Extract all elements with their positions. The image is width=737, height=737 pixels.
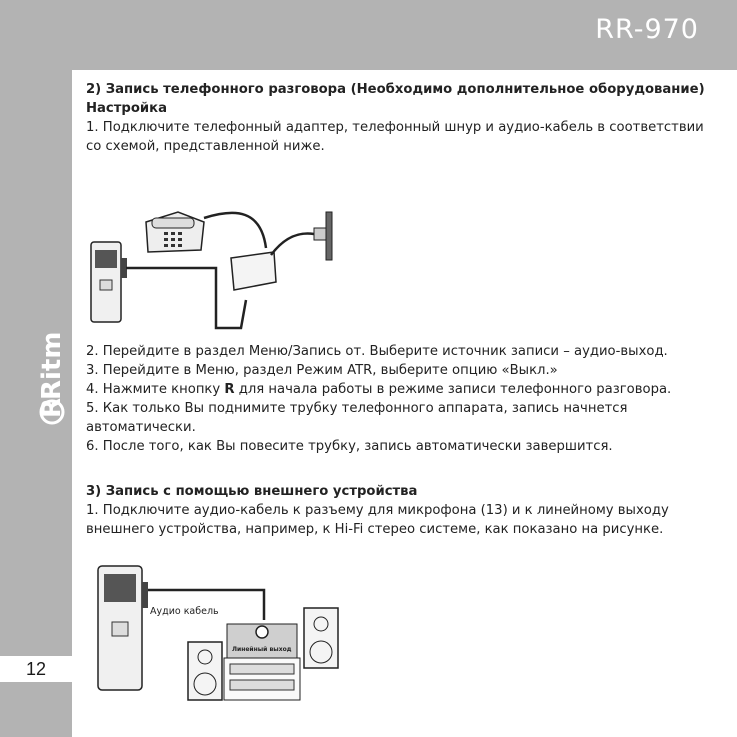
- hifi-system-icon: [224, 624, 300, 700]
- phone-adapter-icon: [231, 252, 276, 290]
- brand-text: Ritmix: [37, 330, 67, 400]
- phone-connection-diagram: [86, 200, 356, 335]
- wall-socket-icon: [314, 212, 332, 260]
- section-2-steps: [86, 342, 716, 456]
- section-3-title: 3) Запись с помощью внешнего устройства: [86, 484, 418, 499]
- section-2-intro: [86, 80, 716, 156]
- section-3: [86, 482, 716, 539]
- section-2-step-4: [86, 380, 716, 399]
- speaker-left-icon: [188, 642, 222, 700]
- model-title: RR-970: [595, 14, 699, 45]
- ritmix-logo: [8, 330, 68, 425]
- line-out-label: Линейный выход: [232, 646, 292, 653]
- section-2-step-1: 1. Подключите телефонный адаптер, телефонный шнур и аудио-кабель в соответствии со схемой, представленной ниже.: [86, 120, 704, 154]
- step-4-prefix: 4. Нажмите кнопку: [86, 382, 225, 397]
- audio-cable-label: Аудио кабель: [150, 606, 219, 617]
- recorder-icon: [91, 242, 127, 322]
- telephone-icon: [146, 212, 204, 252]
- external-device-diagram: [94, 560, 358, 710]
- section-2-step-5: 5. Как только Вы поднимите трубку телефонного аппарата, запись начнется автоматически.: [86, 401, 628, 435]
- page-number: 12: [0, 656, 72, 682]
- recorder-icon: [98, 566, 148, 690]
- step-4-key: R: [224, 382, 235, 397]
- section-2-step-3: 3. Перейдите в Меню, раздел Режим ATR, выберите опцию «Выкл.»: [86, 363, 558, 378]
- section-2-subtitle: Настройка: [86, 101, 167, 116]
- speaker-right-icon: [304, 608, 338, 668]
- section-3-step-1: 1. Подключите аудио-кабель к разъему для микрофона (13) и к линейному выходу внешнего устройства, например, к Hi-Fi стерео системе, как показано на рисунке.: [86, 503, 669, 537]
- svg-text:R: R: [37, 397, 67, 418]
- section-2-title: 2) Запись телефонного разговора (Необходимо дополнительное оборудование): [86, 82, 705, 97]
- section-2-step-2: 2. Перейдите в раздел Меню/Запись от. Выберите источник записи – аудио-выход.: [86, 344, 668, 359]
- step-4-suffix: для начала работы в режиме записи телефонного разговора.: [234, 382, 672, 397]
- section-2-step-6: 6. После того, как Вы повесите трубку, запись автоматически завершится.: [86, 439, 613, 454]
